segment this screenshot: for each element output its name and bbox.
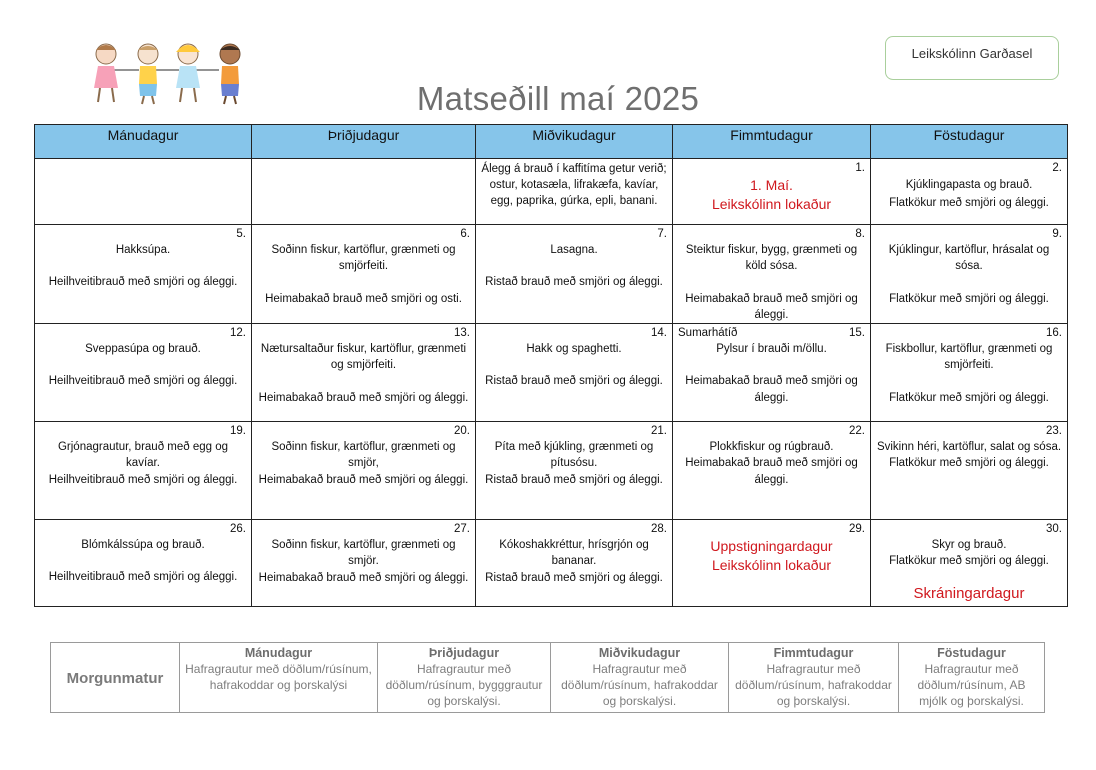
day-cell [35, 225, 252, 324]
breakfast-day: Föstudagur [937, 646, 1006, 660]
dish-text: Blómkálssúpa og brauð. [81, 539, 205, 552]
day-header: Föstudagur [871, 125, 1068, 159]
dish-text: Pylsur í brauði m/öllu. [716, 343, 827, 356]
dish-text: Soðinn fiskur, kartöflur, grænmeti og smjör. [271, 539, 456, 568]
dish-text: Hakk og spaghetti. [526, 343, 622, 356]
dish-text: Skyr og brauð. [931, 539, 1007, 552]
bread-text: Heimabakað brauð með smjöri og áleggi. [258, 391, 469, 404]
bread-text: Heilhveitibrauð með smjöri og áleggi. [48, 473, 238, 486]
breakfast-day: Þriðjudagur [428, 646, 500, 660]
breakfast-cell [378, 643, 551, 713]
holiday-text: 1. Maí. [750, 177, 793, 194]
breakfast-row [51, 643, 1045, 713]
breakfast-day: Fimmtudagur [773, 646, 854, 660]
week-row [35, 324, 1068, 422]
week-row [35, 422, 1068, 520]
dish-text: Lasagna. [550, 244, 598, 257]
day-cell [252, 159, 476, 225]
date-number: 26. [230, 523, 246, 536]
date-number: 19. [230, 425, 246, 438]
bread-text: Heilhveitibrauð með smjöri og áleggi. [48, 375, 238, 388]
bread-text: Heilhveitibrauð með smjöri og áleggi. [48, 571, 238, 584]
date-number: 27. [454, 523, 470, 536]
day-cell [673, 225, 871, 324]
week-row [35, 159, 1068, 225]
dish-text: Steiktur fiskur, bygg, grænmeti og köld sósa. [685, 244, 858, 273]
breakfast-text: Hafragrautur með döðlum/rúsínum, hafrakoddar og þorskalýsi. [735, 662, 892, 708]
date-number: 15. [849, 327, 865, 340]
dish-text: Kjúklingur, kartöflur, hrásalat og sósa. [888, 244, 1050, 273]
day-cell [673, 520, 871, 607]
day-cell [673, 324, 871, 422]
breakfast-label: Morgunmatur [51, 643, 180, 713]
day-cell [476, 422, 673, 520]
bread-text: Heimabakað brauð með smjöri og áleggi. [258, 473, 469, 486]
date-number: 22. [849, 425, 865, 438]
day-header: Fimmtudagur [673, 125, 871, 159]
bread-text: Flatkökur með smjöri og áleggi. [889, 197, 1049, 210]
breakfast-text: Hafragrautur með döðlum/rúsínum, hafrakoddar og þorskalýsi [185, 662, 372, 692]
date-number: 2. [1052, 162, 1062, 174]
dish-text: Soðinn fiskur, kartöflur, grænmeti og smjör, [271, 441, 456, 470]
date-number: 1. [855, 162, 865, 174]
registration-day-text: Skráningardagur [913, 584, 1025, 602]
page-title: Matseðill maí 2025 [416, 80, 700, 117]
day-cell [252, 225, 476, 324]
bread-text: Flatkökur með smjöri og áleggi. [889, 292, 1049, 305]
day-cell [673, 159, 871, 225]
day-cell [252, 422, 476, 520]
dish-text: Sveppasúpa og brauð. [85, 343, 201, 356]
date-number: 5. [236, 228, 246, 240]
date-number: 13. [454, 327, 470, 340]
bread-text: Heimabakað brauð með smjöri og osti. [265, 292, 462, 305]
dish-text: Píta með kjúkling, grænmeti og pítusósu. [494, 441, 654, 470]
bread-text: Ristað brauð með smjöri og áleggi. [485, 473, 663, 486]
dish-text: Fiskbollur, kartöflur, grænmeti og smjörfeiti. [885, 343, 1053, 372]
bread-text: Heimabakað brauð með smjöri og áleggi. [685, 457, 858, 486]
day-cell [252, 324, 476, 422]
bread-text: Heilhveitibrauð með smjöri og áleggi. [48, 276, 238, 289]
date-number: 29. [849, 523, 865, 536]
day-cell [35, 324, 252, 422]
week-row [35, 225, 1068, 324]
dish-text: Soðinn fiskur, kartöflur, grænmeti og smjörfeiti. [271, 244, 456, 273]
date-number: 6. [460, 228, 470, 240]
breakfast-day: Mánudagur [244, 646, 313, 660]
breakfast-table [50, 642, 1045, 713]
bread-text: Flatkökur með smjöri og áleggi. [889, 457, 1049, 470]
day-cell [871, 520, 1068, 607]
day-cell [476, 520, 673, 607]
dish-text: Nætursaltaður fiskur, kartöflur, grænmeti og smjörfeiti. [260, 343, 467, 372]
lunch-menu-table [34, 124, 1068, 607]
event-tag: Sumarhátíð [678, 327, 738, 340]
dish-text: Álegg á brauð í kaffitíma getur verið; ostur, kotasæla, lifrakæfa, kavíar, egg, paprika, gúrka, epli, banani. [481, 163, 667, 208]
dish-text: Plokkfiskur og rúgbrauð. [709, 441, 834, 454]
menu-header-row [35, 125, 1068, 159]
breakfast-text: Hafragrautur með döðlum/rúsínum, bygggrautur og þorskalýsi. [385, 662, 543, 708]
day-cell [673, 422, 871, 520]
dish-text: Kjúklingapasta og brauð. [905, 179, 1033, 192]
date-number: 30. [1046, 523, 1062, 536]
date-number: 14. [651, 327, 667, 340]
date-number: 23. [1046, 425, 1062, 438]
closed-text: Leikskólinn lokaður [711, 196, 832, 213]
day-cell [871, 159, 1068, 225]
day-header: Þriðjudagur [252, 125, 476, 159]
children-illustration [84, 40, 260, 106]
date-number: 21. [651, 425, 667, 438]
breakfast-cell [899, 643, 1045, 713]
day-header: Miðvikudagur [476, 125, 673, 159]
day-header: Mánudagur [35, 125, 252, 159]
bread-text: Ristað brauð með smjöri og áleggi. [485, 276, 663, 289]
dish-text: Svikinn héri, kartöflur, salat og sósa. [876, 441, 1062, 454]
bread-text: Heimabakað brauð með smjöri og áleggi. [685, 375, 858, 404]
date-number: 9. [1052, 228, 1062, 240]
school-badge: Leikskólinn Garðasel [885, 36, 1059, 80]
breakfast-cell [729, 643, 899, 713]
day-cell [35, 422, 252, 520]
week-row [35, 520, 1068, 607]
day-cell [35, 520, 252, 607]
date-number: 7. [657, 228, 667, 240]
day-cell [476, 324, 673, 422]
breakfast-cell [180, 643, 378, 713]
date-number: 20. [454, 425, 470, 438]
day-cell [871, 422, 1068, 520]
dish-text: Kókoshakkréttur, hrísgrjón og bananar. [499, 539, 649, 568]
bread-text: Ristað brauð með smjöri og áleggi. [485, 571, 663, 584]
date-number: 12. [230, 327, 246, 340]
dish-text: Hakksúpa. [115, 244, 171, 257]
day-cell [871, 324, 1068, 422]
bread-text: Flatkökur með smjöri og áleggi. [889, 555, 1049, 568]
day-cell [871, 225, 1068, 324]
breakfast-text: Hafragrautur með döðlum/rúsínum, hafrakoddar og þorskalýsi. [561, 662, 718, 708]
dish-text: Grjónagrautur, brauð með egg og kavíar. [57, 441, 229, 470]
bread-text: Heimabakað brauð með smjöri og áleggi. [685, 292, 858, 321]
breakfast-text: Hafragrautur með döðlum/rúsínum, AB mjólk og þorskalýsi. [917, 662, 1026, 708]
holiday-text: Uppstigningardagur [710, 538, 833, 555]
breakfast-day: Miðvikudagur [598, 646, 681, 660]
day-cell [476, 159, 673, 225]
bread-text: Flatkökur með smjöri og áleggi. [889, 391, 1049, 404]
closed-text: Leikskólinn lokaður [711, 557, 832, 574]
day-cell [252, 520, 476, 607]
bread-text: Heimabakað brauð með smjöri og áleggi. [258, 571, 469, 584]
date-number: 16. [1046, 327, 1062, 340]
breakfast-cell [551, 643, 729, 713]
date-number: 28. [651, 523, 667, 536]
day-cell [35, 159, 252, 225]
bread-text: Ristað brauð með smjöri og áleggi. [485, 375, 663, 388]
date-number: 8. [855, 228, 865, 240]
day-cell [476, 225, 673, 324]
